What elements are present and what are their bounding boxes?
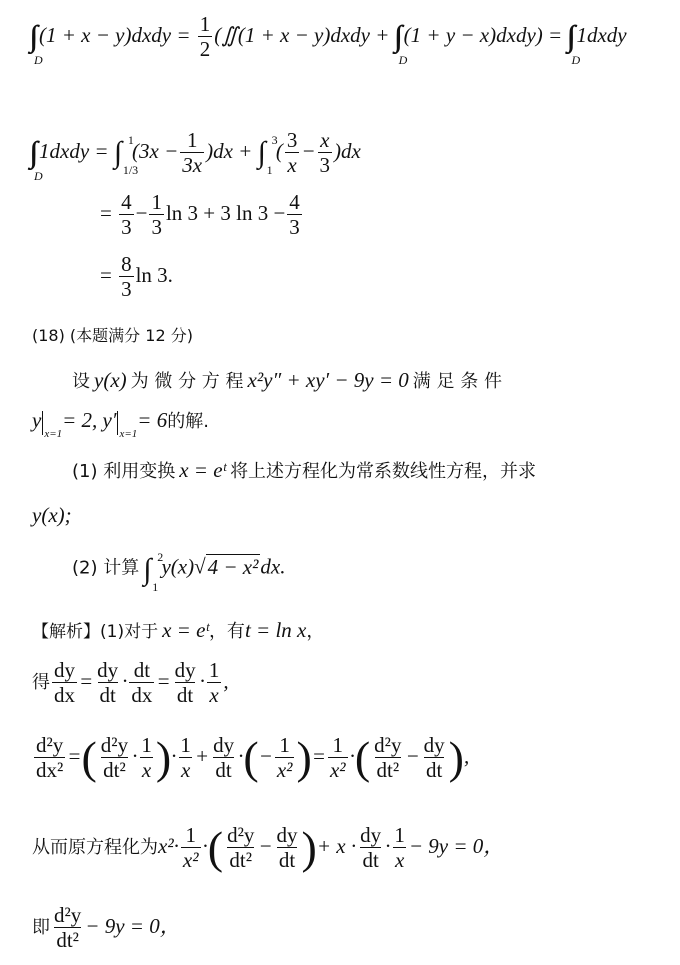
fraction-d2y-dt2-c: $\frac{\text{d²y}}{\text{dt²}}$ — [227, 823, 255, 872]
problem-header: (18) (本题满分 12 分) — [32, 326, 193, 345]
solution-comma: ，有 — [208, 621, 245, 642]
fraction-1-over-x: $\frac{1}{x}$ — [208, 658, 220, 707]
solution-step-4 — [32, 905, 181, 951]
fraction-dy-dx: $\frac{dy}{dx}$ — [54, 658, 75, 707]
solution-intro — [32, 620, 324, 641]
step4-tail: − 9y = 0， — [85, 913, 181, 938]
part2-c: dx. — [260, 554, 286, 579]
cond-end: = 6 — [137, 408, 168, 432]
fraction-1-3: $\frac{1}{3}$ — [151, 190, 162, 239]
fraction-8-3: $\frac{8}{3}$ — [121, 252, 132, 301]
minus-sign: − — [135, 200, 148, 225]
y-of-x: y(x) — [94, 368, 127, 392]
step3-prefix: 从而原方程化为 — [32, 836, 158, 858]
fraction-4-3: $\frac{4}{3}$ — [121, 190, 132, 239]
step4-prefix: 即 — [32, 916, 50, 938]
left-paren: ( — [354, 732, 371, 783]
step3-x2: x² — [158, 833, 174, 858]
fraction-half: $\frac{1}{2}$ — [199, 12, 211, 61]
solution-step-2: $\frac{\text{d²y}}{\text{dx²}}$ =( $\frac{\text{d²y}}{\text{dt²}}$ · $\frac{1}{x}$ )· $\frac{1}{x}$ + $\frac{dy}{dt}$ ·(− $\frac{1}{\text{x²}}$ )= $\frac{1}{\text{x²}}$ ·( $\frac{\text{d²y}}{\text{dt²}}$ − $\frac{dy}{dt}$ ), — [36, 732, 470, 783]
t-equals-ln-x: t = ln x — [244, 618, 307, 642]
step1-prefix: 得 — [32, 671, 50, 693]
part-1-cont: y(x); — [32, 503, 72, 527]
part1-b: 将上述方程化为常系数线性方程，并求 — [230, 461, 537, 482]
integral-symbol: ∫ 1 1/3 — [113, 133, 139, 177]
cond-sub: x=1 — [44, 428, 63, 440]
part1-a: (1) 利用变换 — [72, 461, 176, 482]
solution-step-3: 从而原方程化为x²· $\frac{1}{\text{x²}}$ ·( $\frac{\text{d²y}}{\text{dt²}}$ − $\frac{dy}{dt}$ )+ x · $\frac{dy}{dt}$ · $\frac{1}{x}$ − 9y = 0， — [32, 822, 505, 873]
fraction-d2y-dt2: $\frac{\text{d²y}}{\text{dt²}}$ — [100, 733, 129, 782]
fraction-dy-dt-6: $\frac{dy}{dt}$ — [360, 823, 382, 872]
integral-symbol: ∫ 3 1 — [257, 133, 278, 177]
cond-y: y — [32, 408, 42, 432]
integral-symbol: ∫ 2 1 — [143, 550, 164, 594]
fraction-dy-dt-3: $\frac{dy}{dt}$ — [213, 733, 235, 782]
fraction-dy-dt-5: $\frac{dy}{dt}$ — [276, 823, 298, 872]
eq1-part-a: (∬(1 + x − y)dxdy + — [214, 22, 390, 47]
part2-b: y(x) — [161, 554, 195, 579]
intro-c: 满 足 条 件 — [412, 371, 502, 392]
eq3-mid: ln 3 + 3 ln 3 − — [165, 200, 286, 225]
eq2-term2-end: )dx — [334, 138, 361, 163]
fraction-dt-dx: $\frac{dt}{dx}$ — [131, 658, 153, 707]
minus-sign: − — [301, 138, 316, 163]
solution-sub: x = eᵗ — [162, 618, 209, 642]
right-paren: ) — [301, 822, 317, 873]
equation-2: D 1dxdy = ∫ 1 1/3 (3x − $\frac{1}{3x}$ )dx + ∫ 3 1 ( $\frac{3}{x}$ − $\frac{x}{3}$ )dx — [34, 128, 361, 183]
cond-sub-2: x=1 — [119, 428, 138, 440]
fraction-1-x: $\frac{1}{x}$ — [141, 733, 152, 782]
equals-sign: = — [100, 200, 112, 225]
fraction-1-over-3x: $\frac{1}{3x}$ — [182, 128, 203, 177]
equation-4 — [100, 254, 173, 300]
step3-tail: − 9y = 0， — [408, 833, 505, 858]
part2-a: (2) 计算 — [72, 557, 140, 579]
cond-tail: 的解. — [167, 411, 209, 432]
equals-sign: = — [100, 262, 112, 287]
eq1-part-c: 1dxdy — [576, 22, 627, 47]
equation-3 — [100, 192, 304, 238]
problem-condition — [32, 410, 209, 440]
equation-1: D (1 + x − y)dxdy = $\frac{1}{2}$ (∬(1 + x − y)dxdy + D (1 + y − x)dxdy) = D 1dxdy — [34, 12, 627, 67]
sqrt-symbol: √ — [194, 554, 206, 579]
left-paren: ( — [81, 732, 97, 783]
fraction-1-x-c: $\frac{1}{x}$ — [394, 823, 405, 872]
fraction-d2y-dt2-d: $\frac{\text{d²y}}{\text{dt²}}$ — [54, 903, 82, 952]
fraction-x-over-3: $\frac{x}{3}$ — [319, 128, 330, 177]
part-1 — [72, 460, 536, 481]
solution-label: 【解析】(1)对于 — [32, 622, 159, 642]
right-paren: ) — [448, 732, 464, 783]
solution-end: ， — [306, 621, 325, 642]
ode-equation: x²y″ + xy′ − 9y = 0 — [247, 368, 409, 392]
fraction-dy-dt-4: $\frac{dy}{dt}$ — [423, 733, 445, 782]
intro-a: 设 — [72, 371, 90, 392]
fraction-d2y-dt2-b: $\frac{\text{d²y}}{\text{dt²}}$ — [374, 733, 402, 782]
eq2-term1-end: )dx + — [206, 138, 253, 163]
eq1-left: (1 + x − y)dxdy = — [39, 22, 191, 47]
fraction-1-x-b: $\frac{1}{x}$ — [180, 733, 191, 782]
eq1-part-b: (1 + y − x)dxdy) = — [403, 22, 563, 47]
fraction-3-over-x: $\frac{3}{x}$ — [286, 128, 298, 177]
right-paren: ) — [296, 732, 312, 783]
cond-mid: = 2, y′ — [62, 408, 117, 432]
fraction-1-x2-c: $\frac{1}{\text{x²}}$ — [182, 823, 199, 872]
fraction-4-3b: $\frac{4}{3}$ — [289, 190, 300, 239]
right-paren: ) — [155, 732, 172, 783]
fraction-1-x2: $\frac{1}{\text{x²}}$ — [276, 733, 293, 782]
part-2 — [72, 550, 286, 594]
problem-intro — [72, 370, 502, 391]
eq4-tail: ln 3. — [135, 262, 173, 287]
sqrt-radicand: 4 − x² — [207, 554, 259, 579]
fraction-dy-dt-2: $\frac{dy}{dt}$ — [174, 658, 196, 707]
fraction-d2y-dx2: $\frac{\text{d²y}}{\text{dx²}}$ — [36, 733, 64, 782]
part1-sub: x = eᵗ — [179, 458, 227, 482]
intro-b: 为 微 分 方 程 — [130, 371, 244, 392]
eq2-term1: (3x − — [132, 138, 179, 163]
fraction-1-x2-b: $\frac{1}{\text{x²}}$ — [329, 733, 346, 782]
left-paren: ( — [243, 732, 259, 783]
fraction-dy-dt: $\frac{dy}{dt}$ — [97, 658, 119, 707]
left-paren: ( — [207, 822, 224, 873]
solution-step-1: 得 $\frac{dy}{dx}$ = $\frac{dy}{dt}$ · $\frac{dt}{dx}$ = $\frac{dy}{dt}$ · $\frac{1}{x}$ , — [32, 658, 229, 707]
eq2-paren: ( — [275, 138, 283, 163]
eq2-lhs: 1dxdy = — [39, 138, 109, 163]
